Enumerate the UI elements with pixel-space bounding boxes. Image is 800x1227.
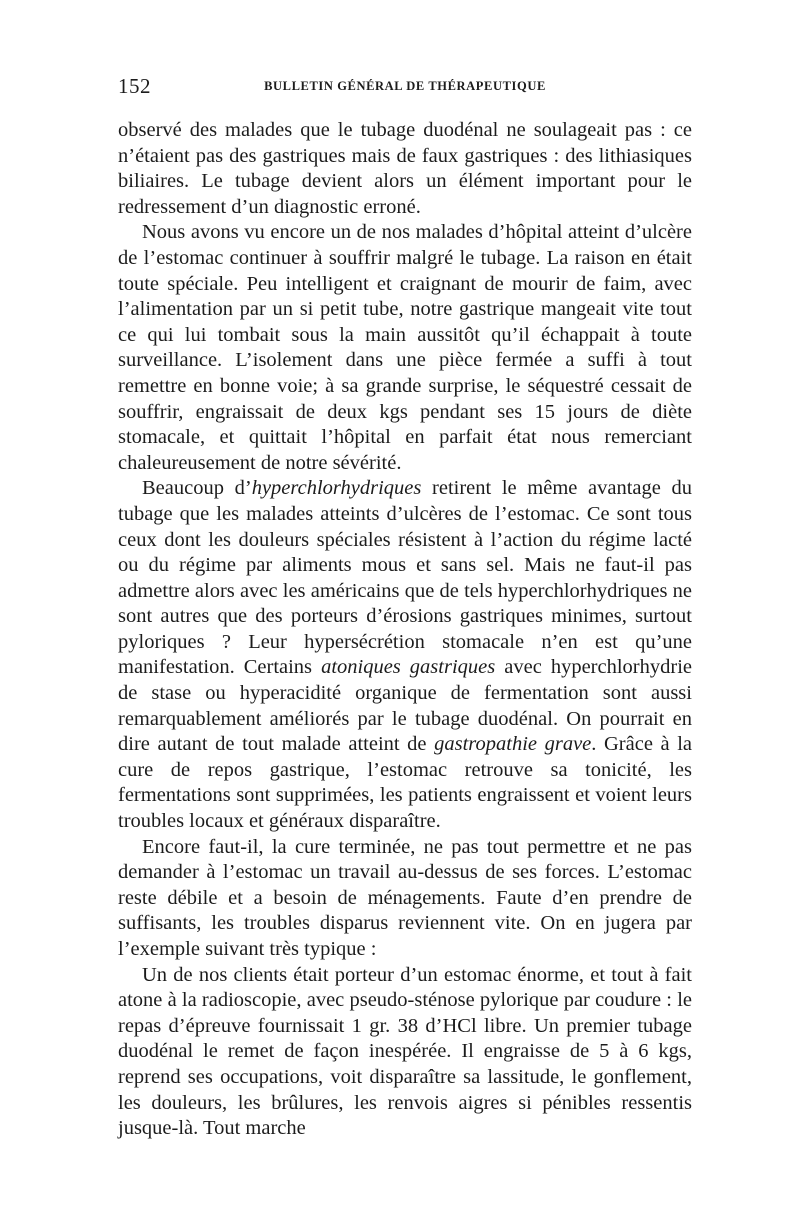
text-run: retirent le même avantage du tubage que les malades atteints d’ulcères de l’estomac. Ce sont tous ceux dont les douleurs spéciales résistent à l’action du régime lacté ou du régime par aliments mous et sans sel. Mais ne faut-il pas admettre alors avec les américains que de tels hyperchlorhydriques ne sont autres que des porteurs d’érosions gastriques minimes, surtout pyloriques ? Leur hypersécrétion stomacale n’en est qu’une manifestation. Certains [118,477,693,679]
text-run: Beaucoup d’ [142,477,252,500]
paragraph [118,220,692,476]
paragraph [118,476,692,834]
text-run: Nous avons vu encore un de nos malades d’hôpital atteint d’ulcère de l’estomac continuer à souffrir malgré le tubage. La raison en était toute spéciale. Peu intelligent et craignant de mourir de faim, avec l’alimentation par un si petit tube, notre gastrique mangeait vite tout ce qui lui tombait sous la main aussitôt qu’il échappait à toute surveillance. L’isolement dans une pièce fermée a suffi à tout remettre en bonne voie; à sa grande surprise, le séquestré cessait de souffrir, engraissait de deux kgs pendant ses 15 jours de diète stomacale, et quittait l’hôpital en parfait état nous remerciant chaleureusement de notre sévérité. [118,221,692,474]
text-run: . Grâce à la cure de repos gastrique, l’estomac retrouve sa tonicité, les fermentations sont supprimées, les patients engraissent et voient leurs troubles locaux et généraux disparaître. [118,733,693,833]
text-run: Encore faut-il, la cure terminée, ne pas tout permettre et ne pas demander à l’estomac un travail au-dessus de ses forces. L’estomac reste débile et a besoin de ménagements. Faute d’en prendre de suffisants, les troubles disparus reviennent vite. On en jugera par l’exemple suivant très typique : [118,835,692,960]
paragraph [118,118,692,220]
page-number: 152 [118,74,151,98]
text-run: observé des malades que le tubage duodénal ne soulageait pas : ce n’étaient pas des gastriques mais de faux gastriques : des lithiasiques biliaires. Le tubage devient alors un élément important pour le redressement d’un diagnostic erroné. [118,119,692,218]
paragraph [118,963,692,1142]
italic-term: gastropathie grave [434,733,592,756]
italic-term: atoniques gastriques [321,656,496,679]
paragraph [118,835,692,963]
running-head: BULLETIN GÉNÉRAL DE THÉRAPEUTIQUE [264,79,546,93]
body-text [118,118,692,1142]
text-run: avec hyperchlorhydrie de stase ou hyperacidité organique de fermentation sont aussi remarquablement améliorés par le tubage duodénal. On pourrait en dire autant de tout malade atteint de [118,656,692,756]
italic-term: hyperchlorhydriques [251,477,422,500]
page-header [118,74,692,100]
text-run: Un de nos clients était porteur d’un estomac énorme, et tout à fait atone à la radioscopie, avec pseudo-sténose pylorique par coudure : le repas d’épreuve fournissait 1 gr. 38 d’HCl libre. Un premier tubage duodénal le remet de façon inespérée. Il engraisse de 5 à 6 kgs, reprend ses occupations, voit disparaître sa lassitude, le gonflement, les douleurs, les brûlures, les renvois aigres si pénibles ressentis jusque-là. Tout marche [118,963,692,1140]
